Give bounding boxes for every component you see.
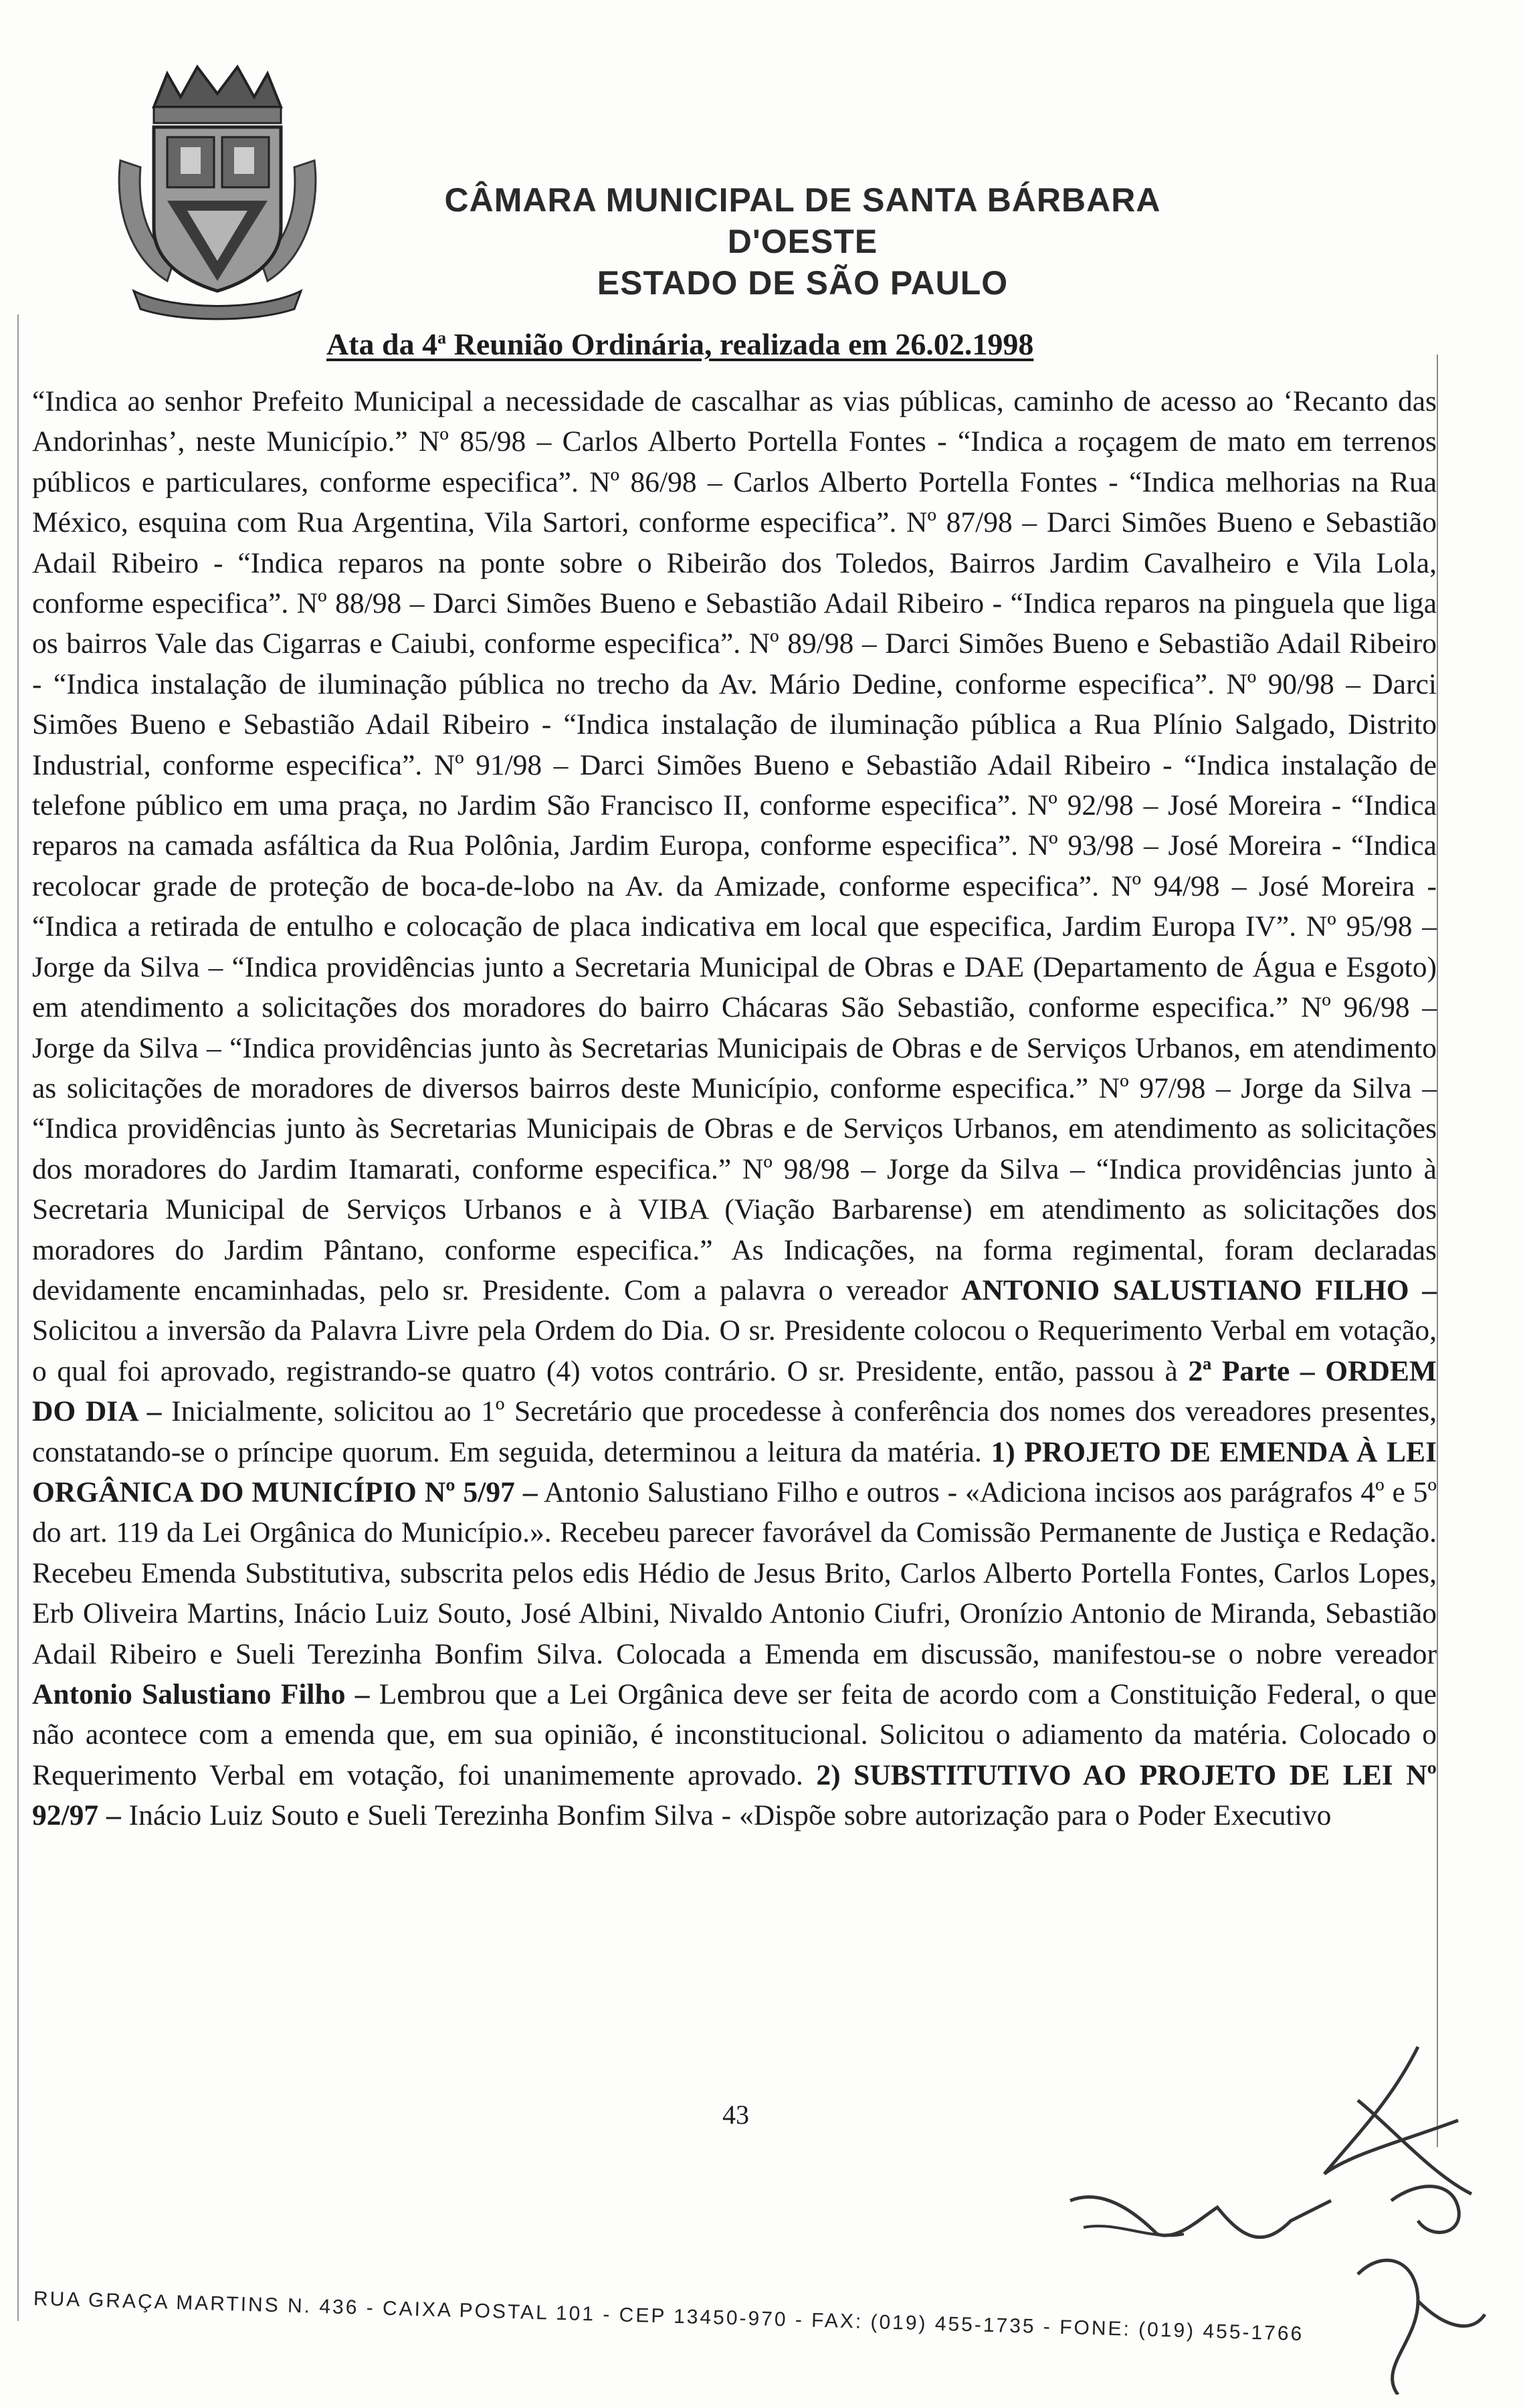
title-suffix: Reunião Ordinária, realizada em 26.02.1998	[446, 327, 1034, 361]
organization-name: CÂMARA MUNICIPAL DE SANTA BÁRBARA D'OESTE	[444, 181, 1161, 260]
footer-address: RUA GRAÇA MARTINS N. 436 - CAIXA POSTAL 101 - CEP 13450-970 - FAX: (019) 455-1735 - FONE: (019) 455-1766	[33, 2288, 1304, 2346]
body-segment-3: Inicialmente, solicitou ao 1º Secretário que procedesse à conferência dos nomes dos vereadores presentes, constatando-se o príncipe quorum. Em seguida, determinou a leitura da matéria.	[32, 1395, 1437, 1468]
organization-header	[375, 179, 1231, 304]
minutes-body	[32, 381, 1437, 1836]
body-segment-5: Lembrou que a Lei Orgânica deve ser feita de acordo com a Constituição Federal, o que não acontece com a emenda que, em sua opinião, é inconstitucional. Solicitou o adiamento da matéria. Colocado o Requerimento Verbal em votação, foi unanimemente aprovado.	[32, 1678, 1437, 1791]
body-segment-2: Solicitou a inversão da Palavra Livre pela Ordem do Dia. O sr. Presidente colocou o Requerimento Verbal em votação, o qual foi aprovado, registrando-se quatro (4) votos contrário. O sr. Presidente, então, passou à	[32, 1314, 1437, 1387]
body-segment-1: “Indica ao senhor Prefeito Municipal a necessidade de cascalhar as vias públicas, caminho de acesso ao ‘Recanto das Andorinhas’, neste Município.” Nº 85/98 – Carlos Alberto Portella Fontes - “Indica a roçagem de mato em terrenos públicos e particulares, conforme especifica”. Nº 86/98 – Carlos Alberto Portella Fontes - “Indica melhorias na Rua México, esquina com Rua Argentina, Vila Sartori, conforme especifica”. Nº 87/98 – Darci Simões Bueno e Sebastião Adail Ribeiro - “Indica reparos na ponte sobre o Ribeirão dos Toledos, Bairros Jardim Cavalheiro e Vila Lola, conforme especifica”. Nº 88/98 – Darci Simões Bueno e Sebastião Adail Ribeiro - “Indica reparos na pinguela que liga os bairros Vale das Cigarras e Caiubi, conforme especifica”. Nº 89/98 – Darci Simões Bueno e Sebastião Adail Ribeiro - “Indica instalação de iluminação pública no trecho da Av. Mário Dedine, conforme especifica”. Nº 90/98 – Darci Simões Bueno e Sebastião Adail Ribeiro - “Indica instalação de iluminação pública a Rua Plínio Salgado, Distrito Industrial, conforme especifica”. Nº 91/98 – Darci Simões Bueno e Sebastião Adail Ribeiro - “Indica instalação de telefone público em uma praça, no Jardim São Francisco II, conforme especifica”. Nº 92/98 – José Moreira - “Indica reparos na camada asfáltica da Rua Polônia, Jardim Europa, conforme especifica”. Nº 93/98 – José Moreira - “Indica recolocar grade de proteção de boca-de-lobo na Av. da Amizade, conforme especifica”. Nº 94/98 – José Moreira - “Indica a retirada de entulho e colocação de placa indicativa em local que especifica, Jardim Europa IV”. Nº 95/98 – Jorge da Silva – “Indica providências junto a Secretaria Municipal de Obras e DAE (Departamento de Água e Esgoto) em atendimento a solicitações dos moradores do bairro Chácaras São Sebastião, conforme especifica.” Nº 96/98 – Jorge da Silva – “Indica providências junto às Secretarias Municipais de Obras e de Serviços Urbanos, em atendimento as solicitações de moradores de diversos bairros deste Município, conforme especifica.” Nº 97/98 – Jorge da Silva – “Indica providências junto às Secretarias Municipais de Obras e de Serviços Urbanos, em atendimento as solicitações dos moradores do Jardim Itamarati, conforme especifica.” Nº 98/98 – Jorge da Silva – “Indica providências junto à Secretaria Municipal de Serviços Urbanos e à VIBA (Viação Barbarense) em atendimento as solicitações dos moradores do Jardim Pântano, conforme especifica.” As Indicações, na forma regimental, foram declaradas devidamente encaminhadas, pelo sr. Presidente. Com a palavra o vereador	[32, 385, 1437, 1306]
title-prefix: Ata da 4	[326, 327, 438, 361]
body-bold-agenda: 2ª Parte – ORDEM DO DIA –	[32, 1354, 1437, 1428]
left-margin-line	[17, 314, 19, 2321]
body-segment-4: Antonio Salustiano Filho e outros - «Adiciona incisos aos parágrafos 4º e 5º do art. 119 da Lei Orgânica do Município.». Recebeu parecer favorável da Comissão Permanente de Justiça e Redação. Recebeu Emenda Substitutiva, subscrita pelos edis Hédio de Jesus Brito, Carlos Alberto Portella Fontes, Carlos Lopes, Erb Oliveira Martins, Inácio Luiz Souto, José Albini, Nivaldo Antonio Ciufri, Oronízio Antonio de Miranda, Sebastião Adail Ribeiro e Sueli Terezinha Bonfim Silva. Colocada a Emenda em discussão, manifestou-se o nobre vereador	[32, 1476, 1437, 1670]
municipal-coat-of-arms-icon	[107, 60, 328, 321]
body-bold-project-1: 1) PROJETO DE EMENDA À LEI ORGÂNICA DO MUNICÍPIO Nº 5/97 –	[32, 1435, 1437, 1508]
organization-state: ESTADO DE SÃO PAULO	[597, 264, 1009, 302]
body-bold-speaker: ANTONIO SALUSTIANO FILHO –	[961, 1274, 1437, 1306]
right-margin-line	[1437, 355, 1438, 2147]
title-ordinal: a	[437, 328, 447, 348]
minutes-title	[326, 326, 1033, 362]
body-bold-project-2: 2) SUBSTITUTIVO AO PROJETO DE LEI Nº 92/97 –	[32, 1759, 1437, 1832]
body-bold-speaker-2: Antonio Salustiano Filho –	[32, 1678, 370, 1710]
body-segment-6: Inácio Luiz Souto e Sueli Terezinha Bonfim Silva - «Dispõe sobre autorização para o Poder Executivo	[120, 1799, 1332, 1832]
page-number: 43	[722, 2100, 749, 2130]
